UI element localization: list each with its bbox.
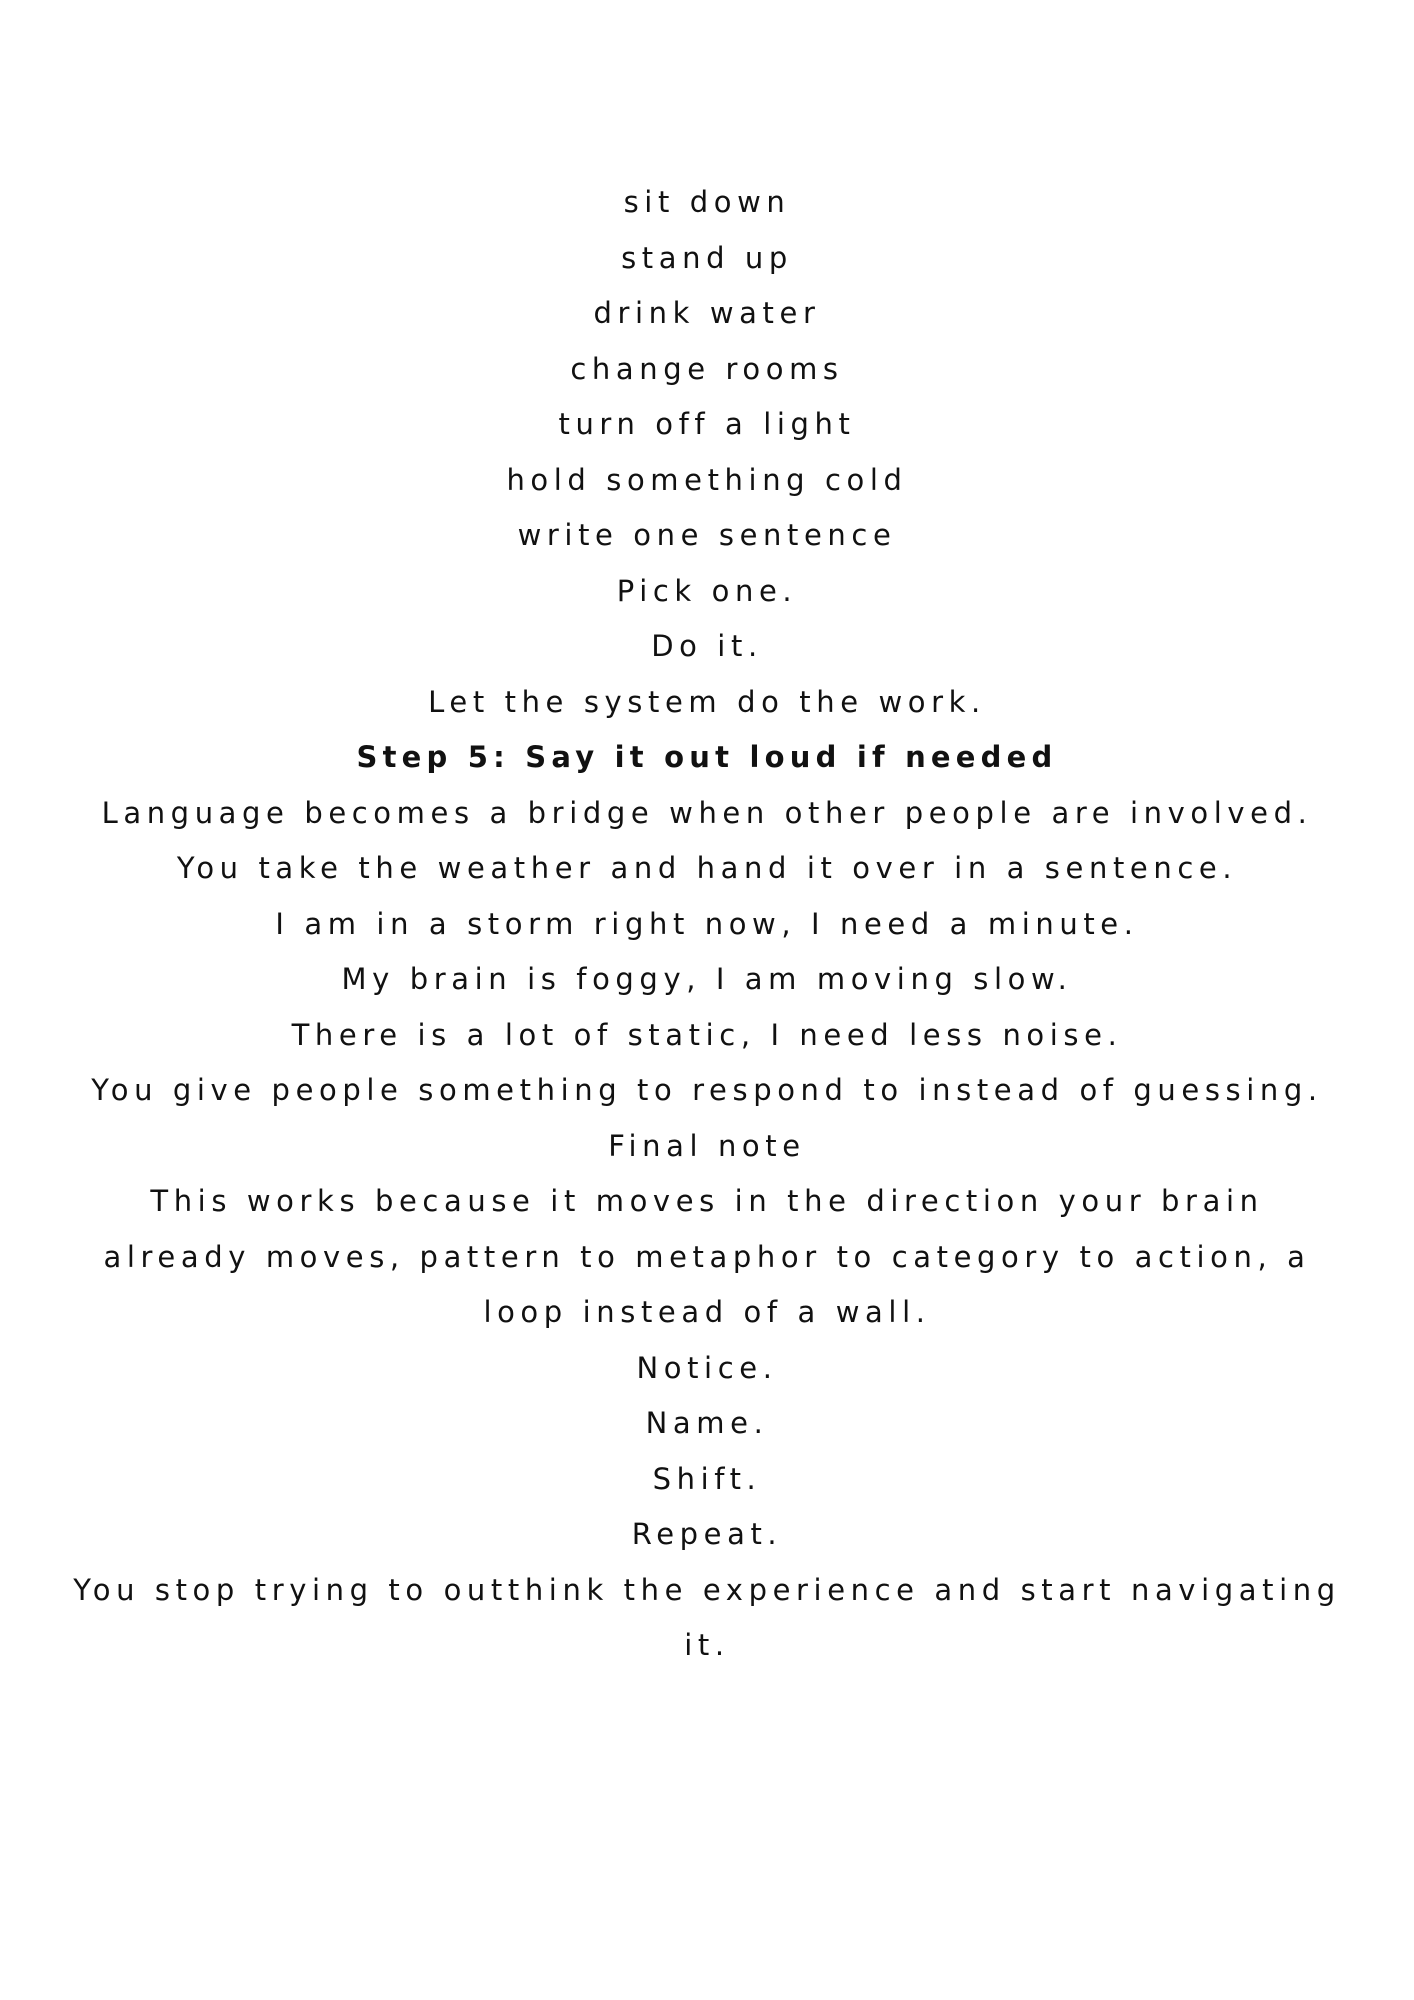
step-word: Notice. xyxy=(636,1350,778,1385)
list-item: stand up xyxy=(621,240,793,275)
instruction-line: Pick one. xyxy=(616,573,798,608)
list-item: change rooms xyxy=(570,351,844,386)
closing-paragraph: You stop trying to outthink the experience and start navigating it. xyxy=(73,1572,1341,1662)
example-line: My brain is foggy, I am moving slow. xyxy=(341,962,1073,996)
section-heading: Final note xyxy=(608,1128,806,1163)
step-word: Name. xyxy=(645,1406,769,1440)
list-item: write one sentence xyxy=(517,518,897,552)
list-item: drink water xyxy=(593,296,821,330)
example-line: There is a lot of static, I need less noise. xyxy=(291,1017,1123,1052)
paragraph-line: You give people something to respond to instead of guessing. xyxy=(91,1073,1323,1107)
document-body xyxy=(50,175,1364,1674)
paragraph-line: Language becomes a bridge when other people are involved. xyxy=(101,795,1313,830)
instruction-line: Do it. xyxy=(651,629,763,663)
example-line: I am in a storm right now, I need a minute. xyxy=(275,906,1139,941)
list-item: turn off a light xyxy=(558,407,856,441)
list-item: hold something cold xyxy=(506,462,908,497)
step-word: Shift. xyxy=(652,1461,762,1496)
section-heading: Step 5: Say it out loud if needed xyxy=(356,740,1058,774)
paragraph: This works because it moves in the direction your brain already moves, pattern to metaphor to category to action, a loop instead of a wall. xyxy=(103,1184,1311,1329)
instruction-line: Let the system do the work. xyxy=(428,684,986,719)
paragraph-line: You take the weather and hand it over in a sentence. xyxy=(176,851,1238,885)
list-item: sit down xyxy=(623,185,791,219)
step-word: Repeat. xyxy=(631,1517,783,1551)
